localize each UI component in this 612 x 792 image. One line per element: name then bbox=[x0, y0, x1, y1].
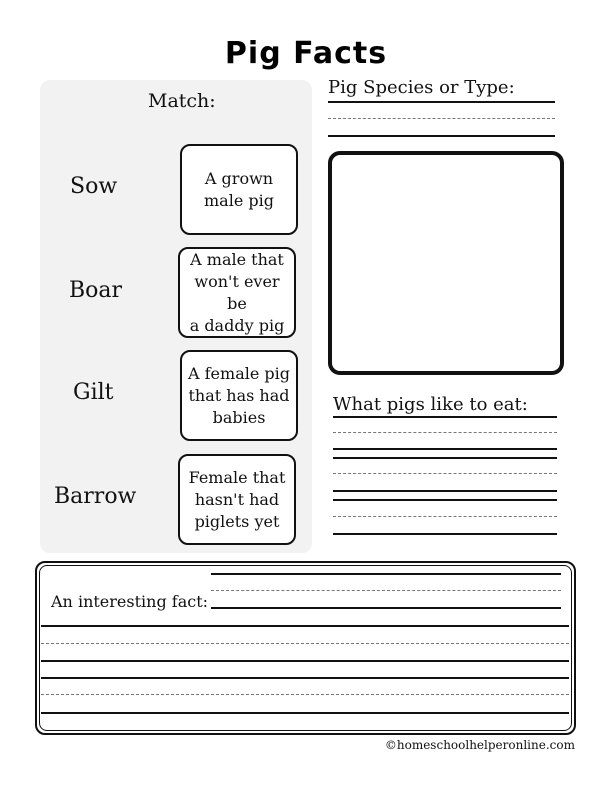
eat-line[interactable] bbox=[333, 448, 557, 450]
eat-guide-line bbox=[333, 473, 557, 474]
eat-line[interactable] bbox=[333, 490, 557, 492]
definition-grown-male-pig: A grown male pig bbox=[180, 144, 298, 235]
term-gilt: Gilt bbox=[73, 380, 114, 405]
term-sow: Sow bbox=[70, 174, 118, 199]
eat-label: What pigs like to eat: bbox=[333, 394, 528, 415]
fact-line[interactable] bbox=[41, 625, 569, 627]
eat-guide-line bbox=[333, 516, 557, 517]
term-barrow: Barrow bbox=[54, 484, 137, 509]
fact-line[interactable] bbox=[41, 677, 569, 679]
page-title: Pig Facts bbox=[224, 36, 388, 71]
fact-guide-line bbox=[41, 694, 569, 695]
species-guide-line bbox=[328, 118, 555, 119]
eat-line[interactable] bbox=[333, 457, 557, 459]
drawing-box[interactable] bbox=[328, 151, 564, 375]
fact-line[interactable] bbox=[41, 660, 569, 662]
eat-line[interactable] bbox=[333, 499, 557, 501]
species-label: Pig Species or Type: bbox=[328, 77, 515, 98]
fact-line[interactable] bbox=[41, 712, 569, 714]
eat-line[interactable] bbox=[333, 416, 557, 418]
fact-line[interactable] bbox=[211, 573, 561, 575]
copyright-text: ©homeschoolhelperonline.com bbox=[384, 738, 575, 752]
fact-guide-line bbox=[211, 590, 561, 591]
definition-female-had-babies: A female pig that has had babies bbox=[180, 350, 298, 441]
fact-line[interactable] bbox=[211, 607, 561, 609]
fact-label: An interesting fact: bbox=[51, 592, 209, 611]
fact-guide-line bbox=[41, 643, 569, 644]
definition-female-no-piglets: Female that hasn't had piglets yet bbox=[178, 454, 296, 545]
eat-line[interactable] bbox=[333, 533, 557, 535]
match-heading: Match: bbox=[148, 90, 216, 112]
species-line[interactable] bbox=[328, 101, 555, 103]
term-boar: Boar bbox=[69, 278, 123, 303]
eat-guide-line bbox=[333, 432, 557, 433]
species-line[interactable] bbox=[328, 135, 555, 137]
definition-male-not-daddy: A male that won't ever be a daddy pig bbox=[178, 247, 296, 338]
